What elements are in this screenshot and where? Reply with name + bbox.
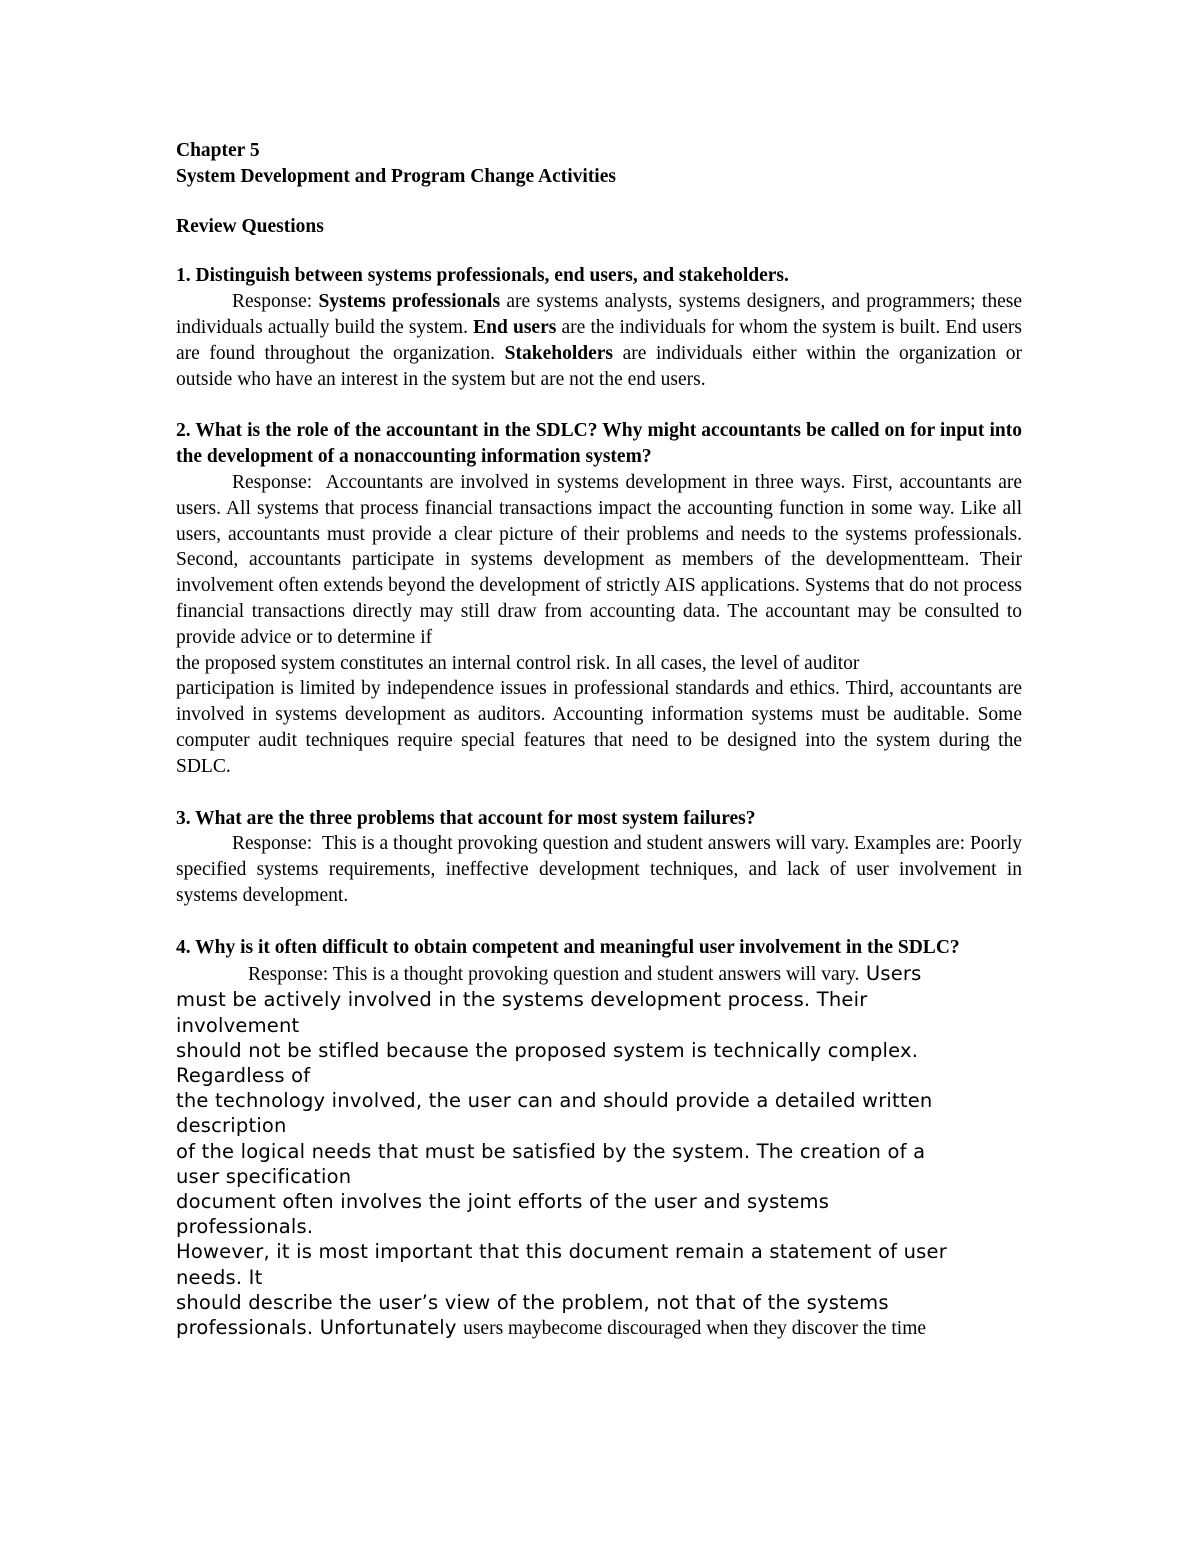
answer-4-line: user specification [176, 1164, 352, 1188]
answer-1-text-2: are the individuals for whom the system is built. End users are found throughout the organization. [176, 316, 1023, 364]
answer-4-line: should describe the user’s view of the problem, not that of the systems [176, 1290, 889, 1314]
answer-4-line: description [176, 1114, 287, 1138]
question-4: 4. Why is it often difficult to obtain competent and meaningful user involvement in the SDLC? [176, 936, 960, 958]
answer-4-line: Regardless of [176, 1063, 311, 1087]
answer-1-text-3: are individuals either within the organization or outside who have an interest in the system but are not the end users. [176, 342, 1022, 390]
answer-4-last-sans: professionals. Unfortunately [176, 1315, 464, 1339]
question-3: 3. What are the three problems that account for most system failures? [176, 807, 756, 829]
term-stakeholders: Stakeholders [504, 342, 613, 364]
response-label: Response: [232, 833, 313, 855]
answer-4-last-serif: users maybecome discouraged when they discover the time [463, 1317, 927, 1339]
answer-4-response-sans: Users [859, 961, 922, 985]
section-heading: Review Questions [176, 215, 324, 237]
answer-4-line: However, it is most important that this document remain a statement of user [176, 1240, 947, 1264]
answer-2-text-1: Accountants are involved in systems development in three ways. First, accountants are users. All systems that process financial transactions impact the accounting function in some way. Like all users, accountants must provide a clear picture of their problems and needs to the systems professionals. Second, accountants participate in systems development as members of the developmentteam. Their involvement often extends beyond the development of strictly AIS applications. Systems that do not process financial transactions directly may still draw from accounting data. The accountant may be consulted to provide advice or to determine if [176, 471, 1023, 648]
answer-2-line: the proposed system constitutes an internal control risk. In all cases, the level of auditor [176, 652, 860, 674]
chapter-title: System Development and Program Change Activities [176, 165, 616, 187]
answer-4-line: involvement [176, 1013, 300, 1037]
answer-3-text: This is a thought provoking question and student answers will vary. Examples are: Poorly specified systems requirements, ineffective development techniques, and lack of user involvement in systems development. [176, 833, 1023, 906]
answer-3 [176, 831, 1022, 908]
answer-4-line: the technology involved, the user can and should provide a detailed written [176, 1089, 933, 1113]
response-label: Response: [232, 291, 313, 313]
document-body [176, 138, 1022, 1342]
answer-4-line: of the logical needs that must be satisfied by the system. The creation of a [176, 1139, 926, 1163]
answer-4-line: must be actively involved in the systems development process. Their [176, 988, 868, 1012]
answer-2-part-2: participation is limited by independence issues in professional standards and ethics. Third, accountants are involved in systems development as auditors. Accounting information systems must be auditable. Some computer audit techniques require special features that need to be designed into the system during the SDLC. [176, 678, 1022, 777]
response-label: Response: [232, 471, 313, 493]
answer-4-line: professionals. [176, 1215, 314, 1239]
chapter-heading: Chapter 5 [176, 140, 260, 161]
answer-2-part-1 [176, 470, 1022, 651]
answer-1 [176, 289, 1022, 392]
answer-4-response-serif: Response: This is a thought provoking question and student answers will vary. [248, 963, 860, 985]
term-systems-professionals: Systems professionals [318, 291, 501, 313]
answer-4-line: should not be stifled because the proposed system is technically complex. [176, 1038, 919, 1062]
answer-1-text-1: are systems analysts, systems designers, and programmers; these individuals actually build the system. [176, 291, 1022, 338]
question-2: 2. What is the role of the accountant in the SDLC? Why might accountants be called on for input into the development of a nonaccounting information system? [176, 420, 1022, 468]
answer-4-line: needs. It [176, 1265, 263, 1289]
answer-4-line: document often involves the joint efforts of the user and systems [176, 1189, 830, 1213]
answer-4 [176, 961, 1022, 1342]
term-end-users: End users [473, 316, 557, 338]
question-1: 1. Distinguish between systems professionals, end users, and stakeholders. [176, 265, 789, 287]
